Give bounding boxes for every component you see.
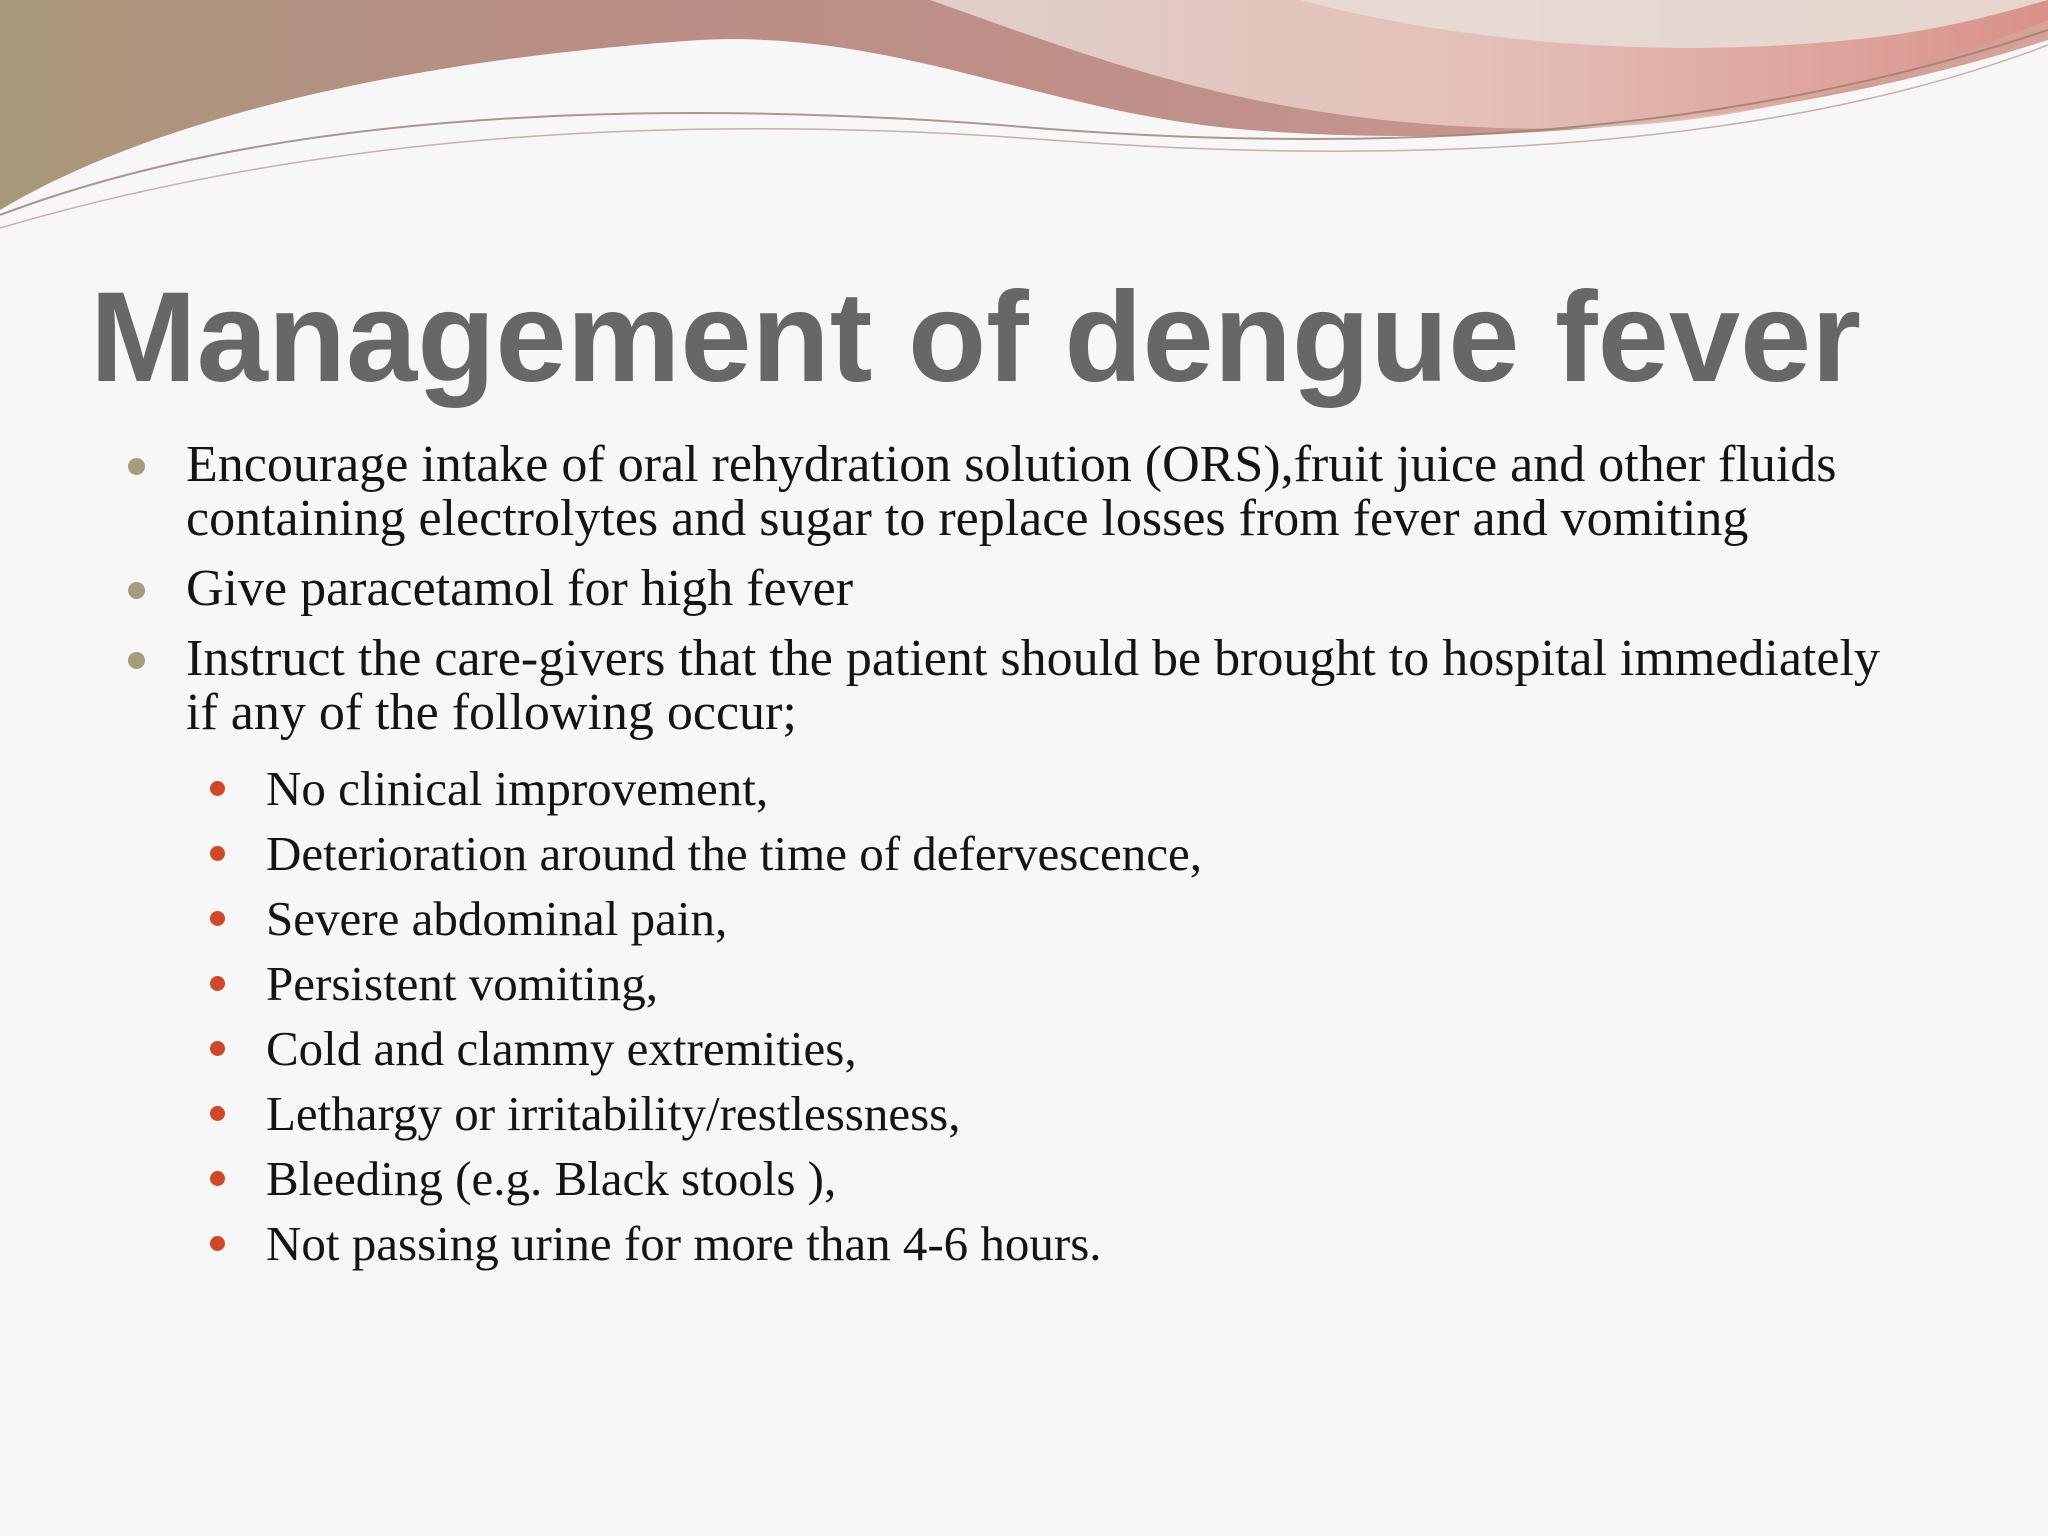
sub-bullet-text: No clinical improvement,: [266, 761, 769, 816]
sub-bullet-item: [202, 1016, 1920, 1081]
sub-bullet-item: [202, 1081, 1920, 1146]
bullet-dot-icon: [128, 582, 145, 599]
bullet-dot-icon: [128, 458, 145, 475]
sub-bullet-dot-icon: [210, 846, 225, 861]
sub-bullet-list: [120, 756, 1920, 1276]
bullet-list: [120, 438, 1920, 1276]
sub-bullet-dot-icon: [210, 1041, 225, 1056]
sub-bullet-text: Lethargy or irritability/restlessness,: [266, 1086, 961, 1141]
sub-bullet-item: [202, 1211, 1920, 1276]
sub-bullet-text: Persistent vomiting,: [266, 956, 658, 1011]
sub-bullet-dot-icon: [210, 1236, 225, 1251]
sub-bullet-item: [202, 886, 1920, 951]
sub-bullet-dot-icon: [210, 911, 225, 926]
bullet-item: [120, 438, 1920, 546]
bullet-text: Give paracetamol for high fever: [186, 560, 854, 617]
sub-bullet-dot-icon: [210, 781, 225, 796]
sub-bullet-item: [202, 821, 1920, 886]
bullet-dot-icon: [128, 652, 145, 669]
bullet-text: Encourage intake of oral rehydration solution (ORS),fruit juice and other fluids containing electrolytes and sugar to replace losses from fever and vomiting: [186, 436, 1837, 547]
sub-bullet-text: Not passing urine for more than 4-6 hours.: [266, 1216, 1102, 1271]
sub-bullet-item: [202, 951, 1920, 1016]
sub-bullet-dot-icon: [210, 976, 225, 991]
bullet-item: [120, 562, 1920, 616]
sub-bullet-text: Bleeding (e.g. Black stools ),: [266, 1151, 837, 1206]
sub-bullet-text: Severe abdominal pain,: [266, 891, 728, 946]
sub-bullet-text: Deterioration around the time of defervescence,: [266, 826, 1203, 881]
sub-bullet-group: [120, 756, 1920, 1276]
sub-bullet-dot-icon: [210, 1106, 225, 1121]
slide-title: Management of dengue fever: [90, 266, 1861, 409]
sub-bullet-dot-icon: [210, 1171, 225, 1186]
bullet-item: [120, 632, 1920, 740]
bullet-text: Instruct the care-givers that the patient should be brought to hospital immediately if any of the following occur;: [186, 630, 1880, 741]
sub-bullet-item: [202, 756, 1920, 821]
sub-bullet-item: [202, 1146, 1920, 1211]
sub-bullet-text: Cold and clammy extremities,: [266, 1021, 857, 1076]
header-wave-decoration: [0, 0, 2048, 240]
